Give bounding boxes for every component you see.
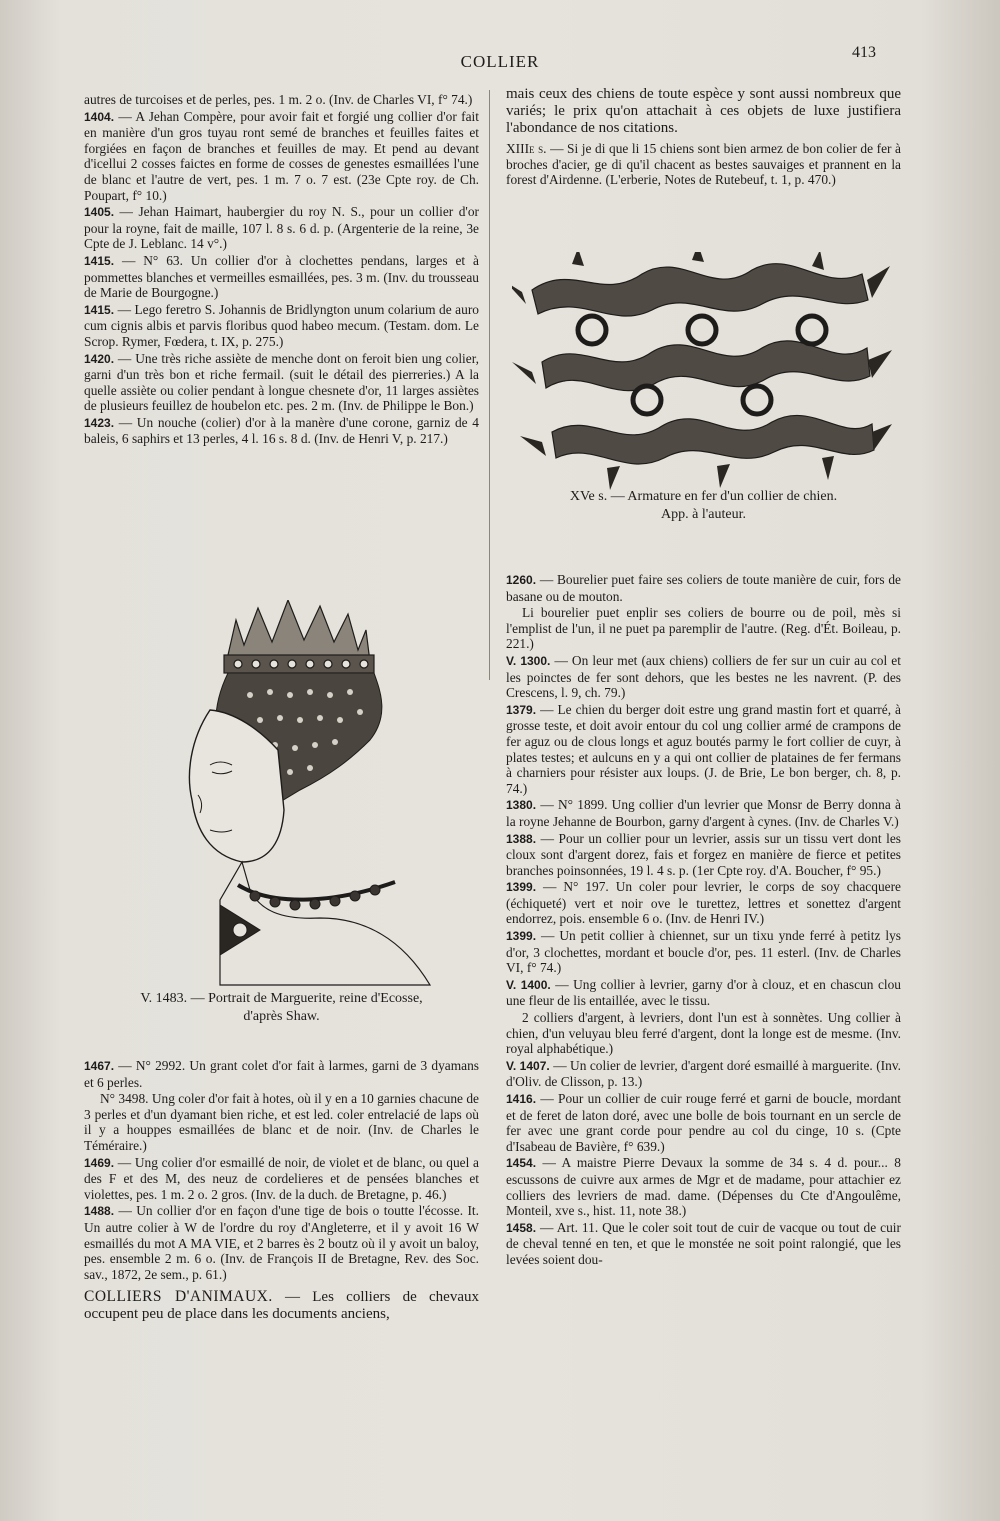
entry-1405: 1405. — Jehan Haimart, haubergier du roy N. S., pour un collier d'or pour la royne, fait de maille, 107 l. 8 s. 6 d. p. (Argenterie de la reine, 3e Cpte de J. Leblanc. 14 v°.) [84,204,479,252]
collar-caption-line1: XVe s. — Armature en fer d'un collier de chien. [569,489,838,504]
entry-1260b: Li bourelier puet enplir ses coliers de bourre ou de poil, mès si l'emplist de l'un, il ne puet pa paremplir de l'autre. (Reg. d'Ét. Boileau, p. 221.) [506,605,901,652]
entry-1415a: 1415. — N° 63. Un collier d'or à clochettes pendans, larges et à pommettes blanches et vermeilles esmaillées, pes. 3 m. (Inv. du trousseau de Marie de Bourgogne.) [84,252,479,301]
column-divider [489,90,490,680]
entry-1423: 1423. — Un nouche (colier) d'or à la manère d'une corone, garniz de 4 baleis, 6 saphirs et 13 perles, 4 l. 16 s. 8 d. (Inv. de Henri V, p. 217.) [84,414,479,447]
entry-3498: N° 3498. Ung coler d'or fait à hotes, où il y en a 10 garnies chacune de 3 perles et d'un dyamant bien riche, et est led. coler entrelacié de laps où il y a houppes esmaillées de blanc et de noir. (Inv. de Charles le Téméraire.) [84,1091,479,1153]
entry-1467: 1467. — N° 2992. Un grant colet d'or fait à larmes, garni de 3 dyamans et 6 perles. [84,1058,479,1090]
portrait-caption-line1: V. 1483. — Portrait de Marguerite, reine d'Ecosse, [140,991,423,1006]
intro-paragraph: mais ceux des chiens de toute espèce y sont aussi nombreux que variés; le prix qu'on attachait à ces objets de luxe justifiera l'abondance de nos citations. [506,86,901,136]
entry-1488: 1488. — Un collier d'or en façon d'une tige de bois o toutte l'écosse. It. Un autre colier à W de l'ordre du roy d'Angleterre, et il y avoit 16 W esmaillés du mot A MA VIE, et 2 barres ès 2 boutz où il y avoit un baloy, pes. ensemble 2 m. 6 o. (Inv. de François II de Bretagne, Rev. des Soc. sav., 1872, 2e sem., p. 61.) [84,1203,479,1282]
left-column-bottom [84,1058,479,1324]
continuation-text: autres de turcoises et de perles, pes. 1 m. 2 o. (Inv. de Charles VI, f° 74.) [84,92,473,107]
entry-1300: V. 1300. — On leur met (aux chiens) colliers de fer sur un cuir au col et les poinctes de fer sont dehors, que les bestes ne les navrent. (P. des Crescens, l. 9, ch. 79.) [506,652,901,701]
entry-1400b: 2 colliers d'argent, à levriers, dont l'un est à sonnètes. Ung collier à chien, d'un veluyau bleu ferré d'argent, dont la longe est de mesme. (Inv. royal alphabétique.) [506,1010,901,1057]
entry-1415b: 1415. — Lego feretro S. Johannis de Bridlyngton unum colarium de auro cum cignis albis et parvis floribus quod habeo mecum. (Testam. dom. Le Scrop. Rymer, Fœdera, t. IX, p. 275.) [84,301,479,349]
entry-1404: 1404. — A Jehan Compère, pour avoir fait et forgié ung collier d'or fait en manière d'un gros tuyau ront semé de branches et feuilles faites et forgiées en façon de branches et feuilles de may. Et pend au devant d'icellui 2 cosses faictes en forme de cosses de genestes esmaillées l'une de blanc et l'autre de vert, pes. 1 m. 7 o. 7 est. (23e Cpte roy. de Ch. Poupart, f° 10.) [84,108,479,203]
portrait-figure [180,600,435,990]
entry-1469: 1469. — Ung colier d'or esmaillé de noir, de violet et de blanc, ou quel a des F et des M, des neuz de cordelieres et de pensées blanches et violettes, pes. 1 m. 2 o. 2 gros. (Inv. de la duch. de Bretagne, p. 46.) [84,1154,479,1202]
section-text: — Les colliers de chevaux occupent peu de place dans les documents anciens, [84,1289,479,1323]
section-colliers-animaux [84,1288,479,1323]
portrait-caption [84,990,479,1026]
dog-collar-figure [512,252,892,492]
entry-1260: 1260. — Bourelier puet faire ses coliers de toute manière de cuir, fors de basane ou de mouton. [506,572,901,604]
collar-caption-line2: App. à l'auteur. [661,507,746,522]
entry-1416: 1416. — Pour un collier de cuir rouge ferré et garni de boucle, mordant et de feret de laton doré, avec une bolle de bois tournant en un sercle de fer avec une grant corde pour pendre au col du cinge, 10 s. (Cpte d'Isabeau de Bavière, f° 639.) [506,1091,901,1154]
entry-xiii: XIIIe s. — Si je di que li 15 chiens sont bien armez de bon colier de fer à broches d'acier, ge di qu'il chacent as bestes sauvaiges et prannent en la forest d'Airdenne. (L'erberie, Notes de Rutebeuf, t. 1, p. 470.) [506,141,901,188]
entry-1399a: 1399. — N° 197. Un coler pour levrier, le corps de soy chacquere (échiqueté) vert et noir ove le turettez, lettres et sonettez d'argent endorrez, pois. ensemble 6 o. (Inv. de Henri IV.) [506,879,901,927]
entry-1458: 1458. — Art. 11. Que le coler soit tout de cuir de vacque ou tout de cuir de cheval tenné en ten, et que le monstée ne soit point ralongié, que les levées soient dou- [506,1219,901,1267]
section-title: COLLIERS D'ANIMAUX. [84,1288,273,1306]
right-column-top [506,86,901,189]
entry-1407: V. 1407. — Un colier de levrier, d'argent doré esmaillé à marguerite. (Inv. d'Oliv. de Clisson, p. 13.) [506,1057,901,1090]
running-title: COLLIER [460,52,540,71]
entry-1399b: 1399. — Un petit collier à chiennet, sur un tixu ynde ferré à petitz lys d'or, 3 clochettes, mordant et boucle d'or, pes. 11 esterl. (Inv. de Charles VI, f° 74.) [506,928,901,976]
entry-1379: 1379. — Le chien du berger doit estre ung grand mastin fort et quarré, à grosse teste, et doit avoir entour du col ung collier armé de crampons de fer aguz ou de clous longs et aguz boutés parmy le fort collier de cuyr, à plates testes; et aulcuns en y a qui ont collier de plataines de fer fermans à charniers pour résister aux loups. (J. de Brie, Le bon berger, ch. 8, p. 74.) [506,701,902,796]
right-column-bottom [506,572,901,1269]
entry-1454: 1454. — A maistre Pierre Devaux la somme de 34 s. 4 d. pour... 8 escussons de cuivre aux armes de Mgr et de madame, pour attachier ez colliers des levriers de mad. dame. (Dépenses du Cte d'Angoulême, Monteil, xve s., hist. 11, note 38.) [506,1155,901,1219]
neck-shoulders [220,862,430,985]
entry-1420: 1420. — Une très riche assiète de menche dont on feroit bien ung colier, garni d'un très bon et riche fermail. (suit le détail des pierreries.) A la quelle assiète ou colier pendant à longue chesnete d'or, 11 larges assiètes de plusieurs feuillez de houbelon etc. pes. 2 m. (Inv. de Philippe le Bon.) [84,350,479,414]
entry-1388: 1388. — Pour un collier pour un levrier, assis sur un tissu vert dont les cloux sont d'argent dorez, fais et forgez en manière de fierce et petites branches poinsonnées, 19 l. 4 s. p. (1er Cpte roy. d'A. Boucher, f° 95.) [506,830,901,878]
crown-illustration [224,600,374,673]
entry-1380: 1380. — N° 1899. Ung collier d'un levrier que Monsr de Berry donna à la royne Jehanne de Bourbon, garny d'argent à cynes. (Inv. de Charles V.) [506,797,901,829]
entry-1400: V. 1400. — Ung collier à levrier, garny d'or à clouz, et en chascun clou une fleur de lis entaillée, avec le tissu. [506,976,901,1009]
collar-caption [506,488,901,524]
portrait-caption-line2: d'après Shaw. [243,1009,320,1024]
page-number: 413 [852,44,876,61]
left-column-top [84,92,479,448]
